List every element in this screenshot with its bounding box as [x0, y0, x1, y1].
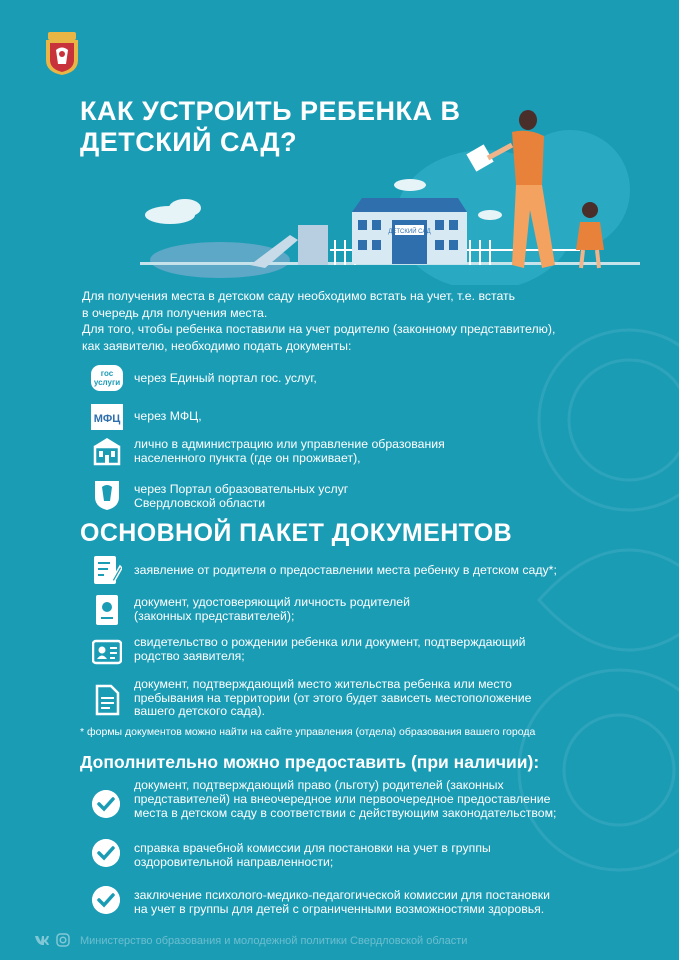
checkmark-icon — [92, 886, 120, 914]
instagram-icon[interactable] — [56, 933, 70, 947]
page-title: КАК УСТРОИТЬ РЕБЕНКА В ДЕТСКИЙ САД? — [80, 96, 461, 157]
method-mfc: МФЦ через МФЦ, — [90, 400, 610, 440]
footnote: * формы документов можно найти на сайте управления (отдела) образования вашего города — [80, 726, 536, 738]
footer — [34, 933, 634, 951]
vk-icon[interactable] — [34, 933, 50, 947]
sverdlovsk-region-crest-logo — [42, 30, 82, 76]
sverdlovsk-crest-icon — [90, 477, 124, 511]
kindergarten-sign: ДЕТСКИЙ САД — [388, 229, 431, 235]
footer-ministry-text: Министерство образования и молодежной политики Свердловской области — [80, 935, 468, 947]
kindergarten-illustration — [140, 100, 640, 285]
document-icon — [92, 684, 122, 716]
mfc-icon — [90, 400, 124, 434]
method-education-portal: через Портал образовательных услуг Свердловской области — [90, 477, 610, 517]
passport-icon — [92, 594, 122, 626]
method-gosuslugi: гос услуги через Единый портал гос. услуг, — [90, 362, 610, 402]
intro-text: Для получения места в детском саду необходимо встать на учет, т.е. встать в очередь для получения места. Для того, чтобы ребенка поставили на учет родителю (законному представителю), как заявителю, необходимо подать документы: — [82, 289, 556, 353]
svg-text:услуги: услуги — [93, 378, 121, 387]
id-card-icon — [92, 636, 122, 668]
additional-documents-heading: Дополнительно можно предоставить (при наличии): — [80, 752, 540, 772]
application-form-icon — [92, 554, 122, 586]
administration-building-icon — [90, 434, 124, 468]
svg-text:МФЦ: МФЦ — [93, 413, 121, 425]
documents-heading: ОСНОВНОЙ ПАКЕТ ДОКУМЕНТОВ — [80, 519, 513, 547]
gosuslugi-icon — [90, 362, 124, 396]
checkmark-icon — [92, 790, 120, 818]
method-administration: лично в администрацию или управление образования населенного пункта (где он проживает), — [90, 434, 610, 474]
checkmark-icon — [92, 839, 120, 867]
svg-text:гос: гос — [100, 369, 114, 378]
